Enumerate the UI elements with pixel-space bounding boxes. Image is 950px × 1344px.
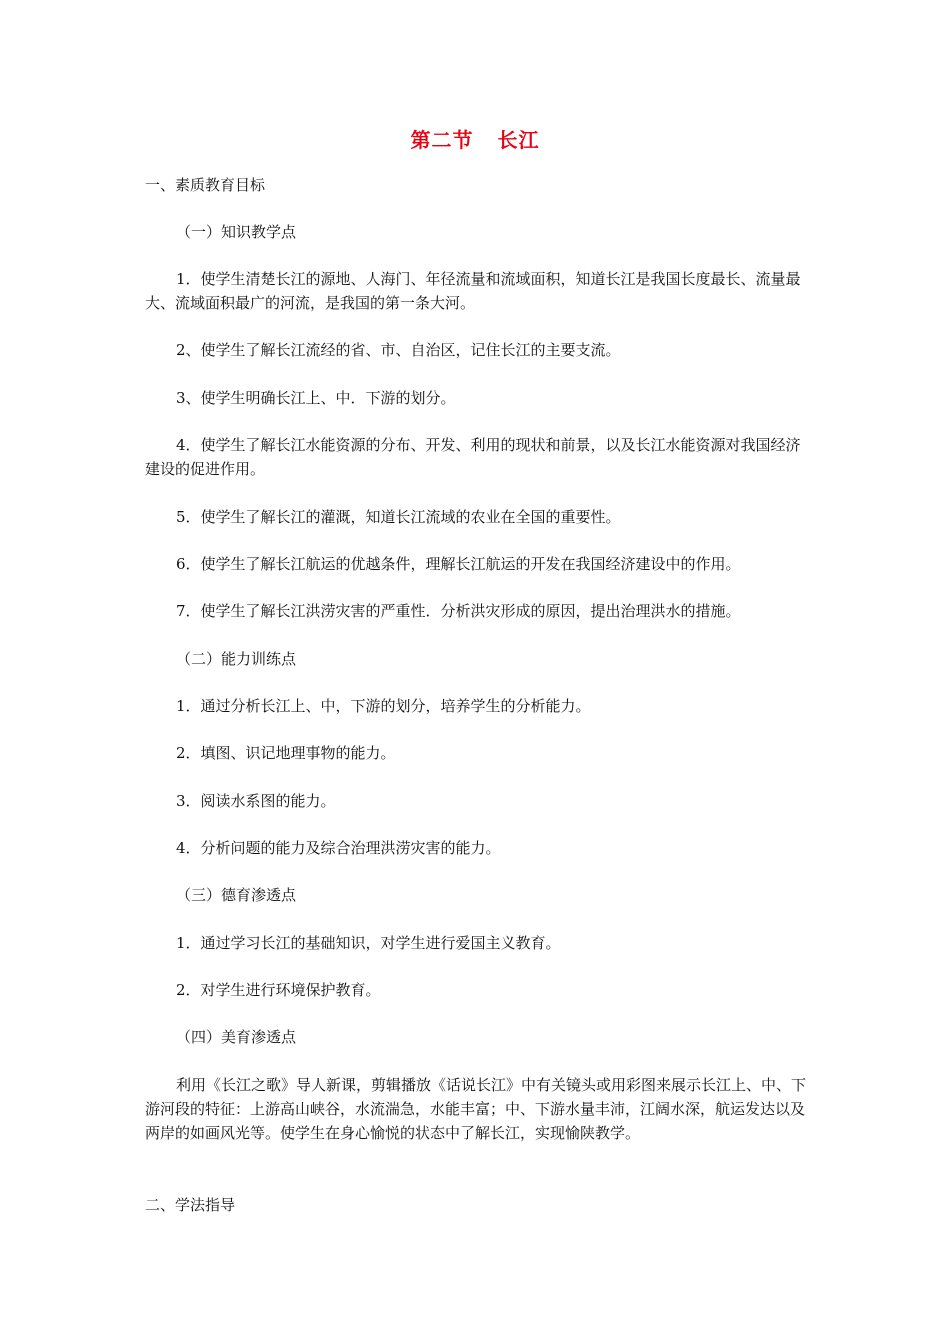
knowledge-item-3: 3、使学生明确长江上、中．下游的划分。 <box>176 389 456 407</box>
title-section-number: 第二节 <box>410 128 474 152</box>
subheading-ability: （二）能力训练点 <box>176 650 297 668</box>
subheading-moral: （三）德育渗透点 <box>176 886 297 904</box>
ability-item-1: 1．通过分析长江上、中，下游的划分，培养学生的分析能力。 <box>176 697 591 715</box>
knowledge-item-6: 6．使学生了解长江航运的优越条件，理解长江航运的开发在我国经济建设中的作用。 <box>176 555 741 573</box>
knowledge-item-4: 4．使学生了解长江水能资源的分布、开发、利用的现状和前景，以及长江水能资源对我国经济建设的促进作用。 <box>145 436 801 478</box>
ability-item-2: 2．填图、识记地理事物的能力。 <box>176 744 396 762</box>
knowledge-item-2: 2、使学生了解长江流经的省、市、自治区，记住长江的主要支流。 <box>176 341 621 359</box>
ability-item-3: 3．阅读水系图的能力。 <box>176 792 336 810</box>
title-topic: 长江 <box>497 128 540 152</box>
moral-item-1: 1．通过学习长江的基础知识，对学生进行爱国主义教育。 <box>176 934 561 952</box>
moral-item-2: 2．对学生进行环境保护教育。 <box>176 981 381 999</box>
aesthetic-paragraph: 利用《长江之歌》导人新课，剪辑播放《话说长江》中有关镜头或用彩图来展示长江上、中、下游河段的特征：上游高山峡谷，水流湍急，水能丰富；中、下游水量丰沛，江阔水深，航运发达以及两岸的如画风光等。使学生在身心愉悦的状态中了解长江，实现愉陕教学。 <box>145 1076 807 1142</box>
knowledge-item-7: 7．使学生了解长江洪涝灾害的严重性．分析洪灾形成的原因，提出治理洪水的措施。 <box>176 602 741 620</box>
knowledge-item-5: 5．使学生了解长江的灌溉，知道长江流域的农业在全国的重要性。 <box>176 508 621 526</box>
section-heading-goals: 一、素质教育目标 <box>145 176 266 194</box>
section-heading-method: 二、学法指导 <box>145 1196 236 1214</box>
ability-item-4: 4．分析问题的能力及综合治理洪涝灾害的能力。 <box>176 839 501 857</box>
subheading-knowledge: （一）知识教学点 <box>176 223 297 241</box>
knowledge-item-1: 1．使学生清楚长江的源地、人海门、年径流量和流域面积，知道长江是我国长度最长、流量最大、流域面积最广的河流，是我国的第一条大河。 <box>145 270 801 312</box>
subheading-aesthetic: （四）美育渗透点 <box>176 1028 297 1046</box>
page-title <box>0 124 950 153</box>
